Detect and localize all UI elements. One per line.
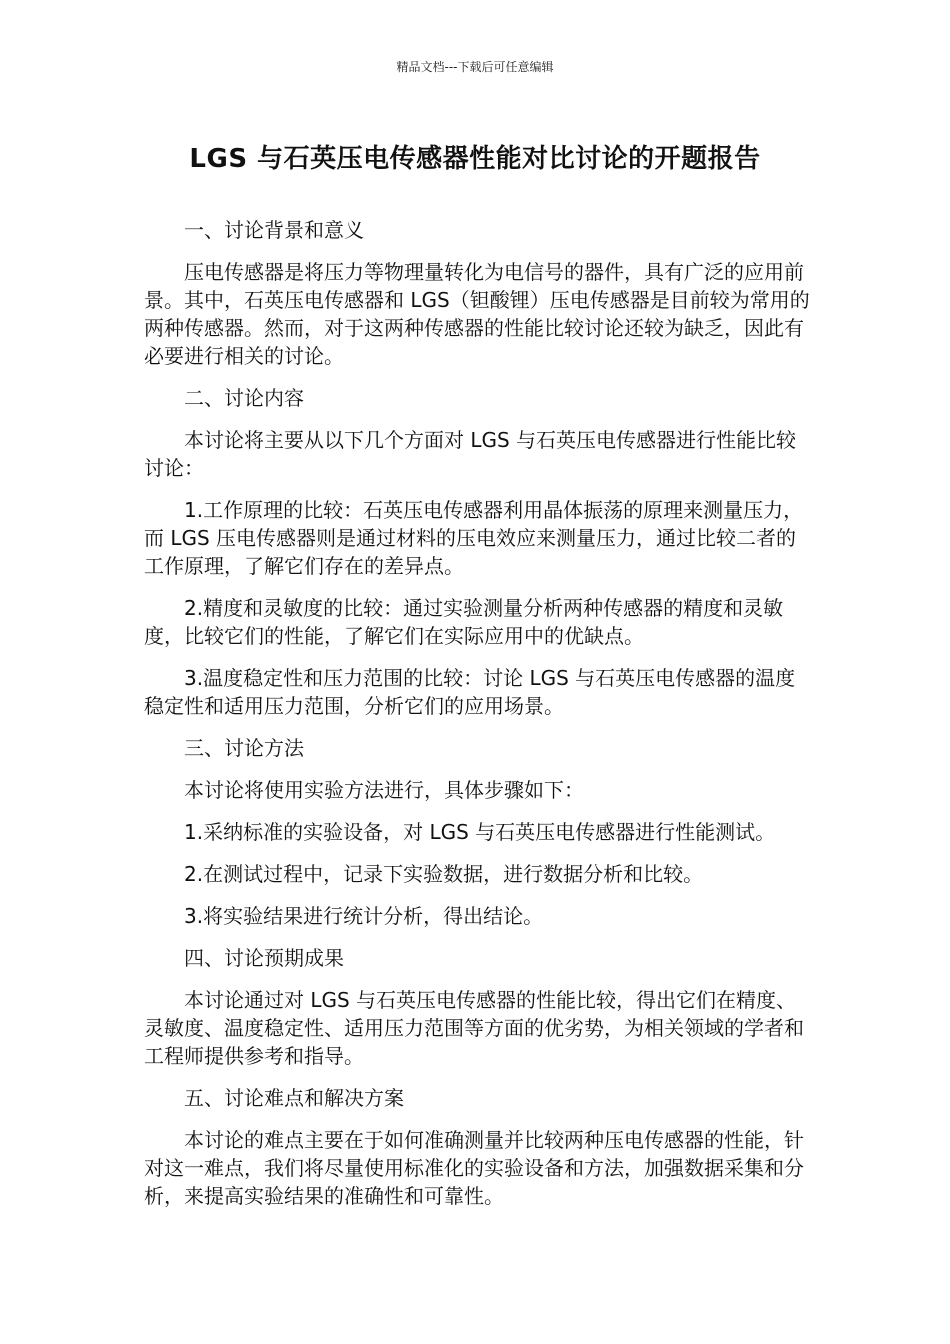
paragraph-content-intro: 本讨论将主要从以下几个方面对 LGS 与石英压电传感器进行性能比较讨论： (144, 428, 797, 480)
list-item-temperature: 3.温度稳定性和压力范围的比较：讨论 LGS 与石英压电传感器的温度稳定性和适用压力范围，分析它们的应用场景。 (144, 666, 796, 718)
list-item-step-1: 1.采纳标准的实验设备，对 LGS 与石英压电传感器进行性能测试。 (184, 820, 776, 844)
document-title: LGS 与石英压电传感器性能对比讨论的开题报告 (189, 144, 761, 174)
paragraph-background: 压电传感器是将压力等物理量转化为电信号的器件，具有广泛的应用前景。其中，石英压电传感器和 LGS（钽酸锂）压电传感器是目前较为常用的两种传感器。然而，对于这两种传感器的性能比较讨论还较为缺乏，因此有必要进行相关的讨论。 (144, 260, 810, 368)
section-heading-background: 一、讨论背景和意义 (184, 218, 364, 242)
section-heading-method: 三、讨论方法 (184, 736, 304, 760)
document-body (144, 216, 812, 1224)
paragraph-results: 本讨论通过对 LGS 与石英压电传感器的性能比较，得出它们在精度、灵敏度、温度稳定性、适用压力范围等方面的优劣势，为相关领域的学者和工程师提供参考和指导。 (144, 988, 804, 1068)
list-item-precision: 2.精度和灵敏度的比较：通过实验测量分析两种传感器的精度和灵敏度，比较它们的性能，了解它们在实际应用中的优缺点。 (144, 596, 784, 648)
section-heading-content: 二、讨论内容 (184, 386, 304, 410)
list-item-step-2: 2.在测试过程中，记录下实验数据，进行数据分析和比较。 (184, 862, 704, 886)
list-item-step-3: 3.将实验结果进行统计分析，得出结论。 (184, 904, 544, 928)
paragraph-difficulties: 本讨论的难点主要在于如何准确测量并比较两种压电传感器的性能，针对这一难点，我们将尽量使用标准化的实验设备和方法，加强数据采集和分析，来提高实验结果的准确性和可靠性。 (144, 1128, 804, 1208)
section-heading-difficulties: 五、讨论难点和解决方案 (184, 1086, 404, 1110)
paragraph-method-intro: 本讨论将使用实验方法进行，具体步骤如下： (184, 778, 584, 802)
list-item-principle: 1.工作原理的比较：石英压电传感器利用晶体振荡的原理来测量压力，而 LGS 压电传感器则是通过材料的压电效应来测量压力，通过比较二者的工作原理，了解它们存在的差异点。 (144, 498, 804, 578)
section-heading-results: 四、讨论预期成果 (184, 946, 344, 970)
header-note: 精品文档---下载后可任意编辑 (396, 60, 554, 74)
